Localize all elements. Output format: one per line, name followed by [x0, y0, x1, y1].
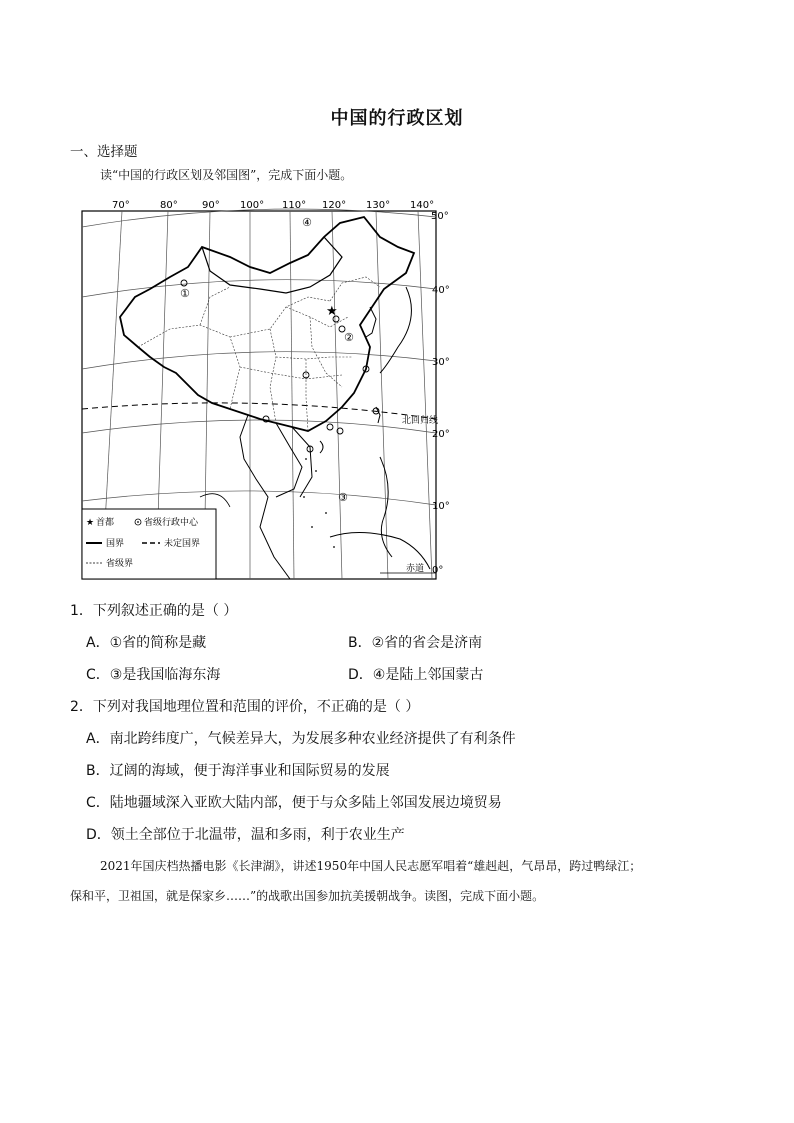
lon-label: 80° — [160, 200, 178, 211]
lon-label: 110° — [282, 200, 307, 211]
svg-text:★: ★ — [86, 518, 95, 528]
marker-1: ① — [180, 287, 190, 300]
question-1-option-d[interactable]: D．④是陆上邻国蒙古 — [348, 667, 484, 683]
passage-line-2: 保和平，卫祖国，就是保家乡……”的战歌出国参加抗美援朝战争。读图，完成下面小题。 — [70, 889, 545, 903]
lon-label: 70° — [112, 200, 130, 211]
lat-label: 50° — [431, 211, 449, 222]
lon-label: 100° — [240, 200, 265, 211]
legend-provincial-center: 省级行政中心 — [144, 518, 199, 528]
lat-label: 20° — [432, 429, 450, 440]
question-2-option-d[interactable]: D．领土全部位于北温带，温和多雨，利于农业生产 — [86, 827, 405, 843]
page-title: 中国的行政区划 — [330, 108, 464, 129]
legend-national-border: 国界 — [106, 539, 125, 549]
question-1-option-c[interactable]: C．③是我国临海东海 — [86, 667, 221, 683]
map-legend — [82, 509, 216, 579]
tropic-label: 北回归线 — [402, 416, 439, 426]
lat-label: 30° — [432, 357, 450, 368]
question-1-option-b[interactable]: B．②省的省会是济南 — [348, 635, 483, 651]
section-heading: 一、选择题 — [70, 144, 138, 160]
legend-provincial-border: 省级界 — [106, 559, 134, 569]
lat-label: 0° — [432, 565, 444, 576]
marker-4: ④ — [302, 216, 312, 229]
question-2-option-a[interactable]: A．南北跨纬度广，气候差异大，为发展多种农业经济提供了有利条件 — [86, 731, 516, 747]
question-1-stem: 1．下列叙述正确的是（ ） — [70, 603, 238, 619]
passage-line-1: 2021年国庆档热播电影《长津湖》，讲述1950年中国人民志愿军唱着“雄赳赳，气昂昂，跨过鸭绿江； — [100, 859, 642, 873]
marker-2: ② — [344, 331, 354, 344]
legend-undetermined-border: 未定国界 — [164, 539, 201, 549]
legend-capital: 首都 — [96, 518, 115, 528]
capital-star: ★ — [326, 304, 338, 319]
lon-label: 140° — [410, 200, 435, 211]
intro-text: 读“中国的行政区划及邻国图”，完成下面小题。 — [100, 168, 353, 182]
china-admin-map — [80, 197, 450, 583]
equator-label: 赤道 — [406, 564, 425, 574]
marker-3: ③ — [338, 491, 348, 504]
lon-label: 130° — [366, 200, 391, 211]
lon-label: 90° — [202, 200, 220, 211]
question-2-option-b[interactable]: B．辽阔的海域，便于海洋事业和国际贸易的发展 — [86, 763, 390, 779]
lon-label: 120° — [322, 200, 347, 211]
lat-label: 40° — [432, 285, 450, 296]
lat-label: 10° — [432, 501, 450, 512]
question-2-option-c[interactable]: C．陆地疆域深入亚欧大陆内部，便于与众多陆上邻国发展边境贸易 — [86, 795, 502, 811]
question-2-stem: 2．下列对我国地理位置和范围的评价，不正确的是（ ） — [70, 699, 420, 715]
question-1-option-a[interactable]: A．①省的简称是藏 — [86, 635, 207, 651]
